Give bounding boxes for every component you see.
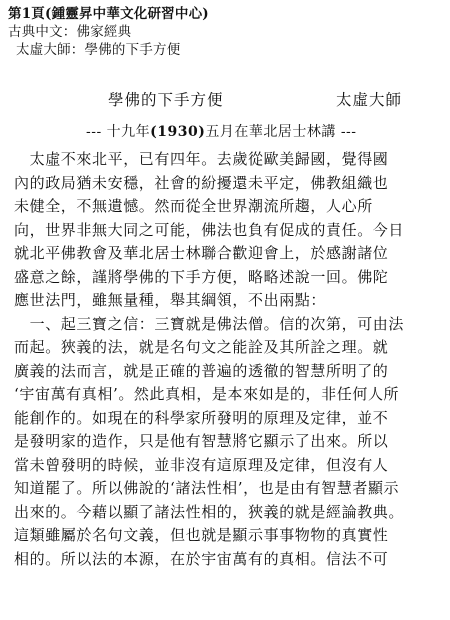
text-line: 知道罷了。所以佛說的‘諸法性相’，也是由有智慧者顯示: [14, 479, 400, 497]
page-header: [8, 5, 428, 59]
text-line: 一、起三寶之信：三寶就是佛法僧。信的次第，可由法: [14, 314, 405, 333]
text-line: 是發明家的造作，只是他有智慧將它顯示了出來。所以: [14, 432, 389, 450]
text-line: 而起。狹義的法，就是名句文之能詮及其所詮之理。就: [14, 338, 389, 356]
text-line: 未健全，不無遺憾。然而從全世界潮流所趨，人心所: [14, 197, 373, 215]
text-line: 太虛不來北平，已有四年。去歲從歐美歸國，覺得國: [14, 150, 389, 168]
work-title-line: 太虛大師：學佛的下手方便: [16, 42, 181, 58]
text-line: 出來的。今藉以顯了諸法性相的，狹義的就是經論教典。: [14, 502, 405, 521]
text-line: 向，世界非無大同之可能，佛法也負有促成的責任。今日: [14, 220, 405, 239]
document-title: 學佛的下手方便: [108, 91, 224, 109]
text-line: 應世法門，雖無量種，舉其綱領，不出兩點：: [14, 291, 327, 309]
text-line: 盛意之餘，謹將學佛的下手方便，略略述說一回。佛陀: [14, 267, 389, 286]
text-line: 能創作的。如現在的科學家所發明的原理及定律，並不: [14, 408, 389, 427]
text-line: ‘宇宙萬有真相’。然此真相，是本來如是的，非任何人所: [14, 385, 400, 403]
text-line: 當未曾發明的時候，並非沒有這原理及定律，但沒有人: [14, 455, 389, 474]
document-author: 太虛大師: [336, 91, 403, 109]
text-line: 相的。所以法的本源，在於宇宙萬有的真相。信法不可: [14, 549, 389, 568]
dateline: [86, 121, 357, 141]
dateline-prefix: --- 十九年: [86, 124, 151, 140]
text-line: 就北平佛教會及華北居士林聯合歡迎會上，於感謝諸位: [14, 244, 389, 262]
dateline-year: (1930): [150, 124, 206, 140]
category-line: 古典中文：佛家經典: [8, 24, 132, 40]
text-line: 廣義的法而言，就是正確的普遍的透徹的智慧所明了的: [14, 361, 389, 380]
text-line: 內的政局猶未安穩，社會的紛擾還未平定，佛教組織也: [14, 173, 389, 192]
body-text: [14, 148, 434, 571]
title-row: [0, 88, 450, 110]
text-line: 這類雖屬於名句文義，但也就是顯示事事物物的真實性: [14, 526, 389, 544]
page-number-line: 第1頁(鍾靈昇中華文化研習中心): [8, 6, 209, 22]
dateline-suffix: 五月在華北居士林講 ---: [205, 124, 357, 140]
